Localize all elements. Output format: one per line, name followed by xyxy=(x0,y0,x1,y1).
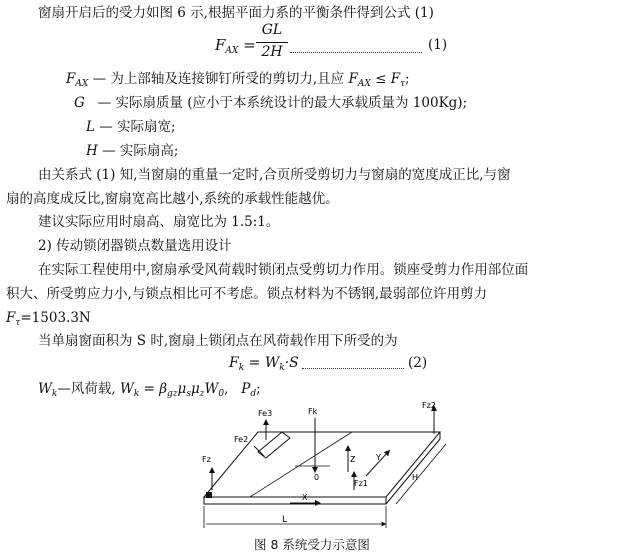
para2: 建议实际应用时扇高、扇宽比为 1.5:1。 xyxy=(38,214,280,230)
wk-mu1: μ xyxy=(177,381,187,397)
def-h xyxy=(86,142,178,160)
intro-text: 窗扇开启后的受力如图 6 示,根据平面力系的平衡条件得到公式 (1) xyxy=(38,5,434,21)
label-fk: Fk xyxy=(308,407,318,416)
section-heading: 2) 传动锁闭器锁点数量选用设计 xyxy=(38,238,232,254)
wk-mu1-sub: s xyxy=(186,389,191,399)
para4: 当单扇窗面积为 S 时,窗扇上锁闭点在风荷载作用下所受的为 xyxy=(38,333,398,349)
def-g xyxy=(74,94,467,112)
wk-w0-sub: 0 xyxy=(218,389,225,399)
def-h-symbol: H xyxy=(86,143,98,159)
para3-ftau-sub: τ xyxy=(15,318,21,328)
def-fax-cond-symbol: F xyxy=(348,71,358,87)
para3-ftau-value: =1503.3N xyxy=(20,310,91,326)
label-h: H xyxy=(412,473,419,482)
def-fax-end: ; xyxy=(405,71,410,87)
def-fax-text: — 为上部轴及连接铆钉所受的剪切力,且应 xyxy=(92,71,345,87)
wk-symbol: W xyxy=(38,381,52,397)
label-fz1: Fz1 xyxy=(354,479,368,488)
formula1-fraction-bar xyxy=(256,42,288,43)
def-fax-cond-rhs-sub: τ xyxy=(400,79,406,89)
wk-beta-sub: gz xyxy=(167,389,178,399)
para3-line2: 积大、所受剪应力小,与锁点相比可不考虑。锁点材料为不锈钢,最弱部位许用剪力 xyxy=(6,286,488,302)
def-fax-cond-rel: ≤ xyxy=(375,71,387,87)
wk-eq-beta: = β xyxy=(143,381,168,397)
formula2-rhs-sub: k xyxy=(279,363,285,373)
formula1-eq: = xyxy=(243,36,256,54)
wk-comma: , xyxy=(224,381,229,397)
plate-inner-line xyxy=(250,432,352,497)
label-fz2: Fz2 xyxy=(422,401,436,410)
para3-line3 xyxy=(6,309,91,332)
plate-thickness-edge xyxy=(386,439,440,504)
wk-w0: W xyxy=(204,381,219,397)
formula1-lhs-sub: AX xyxy=(225,46,239,56)
para3-ftau-symbol: F xyxy=(6,310,16,326)
wk-end: ; xyxy=(256,381,261,397)
formula1-numerator: GL xyxy=(261,22,283,38)
wk-pd: P xyxy=(241,381,251,397)
def-l-symbol: L xyxy=(86,119,95,135)
label-fz: Fz xyxy=(202,455,211,464)
label-o: 0 xyxy=(314,473,320,482)
formula2-rhs-end: ·S xyxy=(284,355,299,371)
para3-line1: 在实际工程使用中,窗扇承受风荷载时锁闭点受剪切力作用。锁座受剪力作用部位面 xyxy=(38,262,529,278)
def-g-text: — 实际扇质量 (应小于本系统设计的最大承载质量为 100Kg); xyxy=(97,95,468,111)
formula1-lhs: F xyxy=(215,36,226,54)
label-fe2: Fe2 xyxy=(234,435,249,444)
label-z: Z xyxy=(350,455,356,464)
formula1-leader xyxy=(290,52,422,53)
def-fax-sub: AX xyxy=(75,79,89,89)
def-h-text: — 实际扇高; xyxy=(102,143,179,159)
def-l-text: — 实际扇宽; xyxy=(99,119,176,135)
formula2-leader xyxy=(302,368,404,369)
wk-mu2: μ xyxy=(190,381,200,397)
force-diagram xyxy=(190,400,450,540)
formula1-denominator: 2H xyxy=(261,44,283,60)
wk-mu2-sub: z xyxy=(199,389,205,399)
para1-line1: 由关系式 (1) 知,当窗扇的重量一定时,合页所受剪切力与窗扇的宽度成正比,与窗 xyxy=(38,167,511,183)
wk-sub-2: k xyxy=(133,389,140,399)
def-fax-symbol: F xyxy=(66,71,76,87)
def-l xyxy=(86,118,176,136)
def-fax-cond-sub: AX xyxy=(357,79,371,89)
figure-caption: 图 8 系统受力示意图 xyxy=(254,537,370,552)
def-fax xyxy=(66,70,410,93)
def-g-symbol: G xyxy=(74,95,85,111)
formula1-number: (1) xyxy=(428,37,448,53)
wk-sub: k xyxy=(51,389,58,399)
wk-symbol-2: W xyxy=(119,381,134,397)
formula2-number: (2) xyxy=(408,355,428,371)
wk-pd-sub: d xyxy=(250,389,257,399)
label-y: Y xyxy=(376,453,381,462)
para1-line2: 扇的高度成反比,窗扇宽高比越小,系统的承载性能越优。 xyxy=(6,191,339,207)
hinge-bolt xyxy=(206,492,212,498)
label-x: X xyxy=(302,493,308,502)
label-l: L xyxy=(282,515,288,525)
formula2-rhs: = W xyxy=(248,355,280,371)
formula2-lhs-sub: k xyxy=(238,363,245,373)
formula2-lhs: F xyxy=(229,355,239,371)
def-fax-cond-rhs: F xyxy=(390,71,401,87)
label-fe3: Fe3 xyxy=(258,409,273,418)
wk-text: —风荷载, xyxy=(57,381,116,397)
h-dimension xyxy=(396,444,446,504)
